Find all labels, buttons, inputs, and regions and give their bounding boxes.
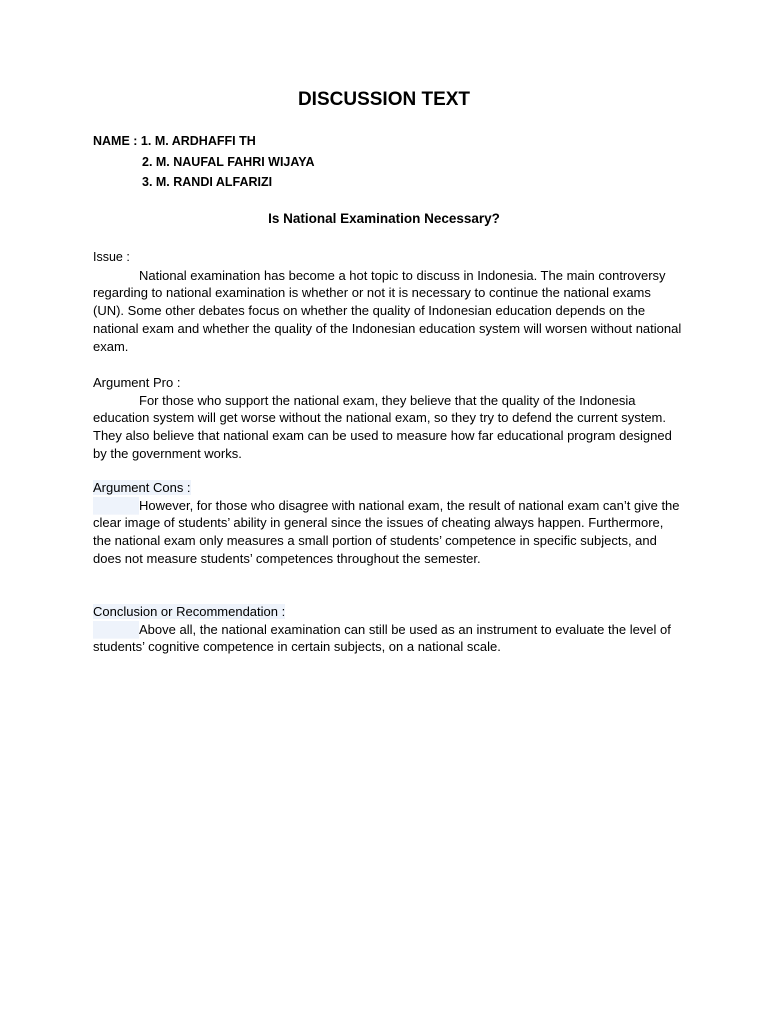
document-subtitle: Is National Examination Necessary?	[268, 211, 500, 226]
author-name-3: 3. M. RANDI ALFARIZI	[142, 175, 273, 189]
author-row-2	[93, 152, 315, 173]
section-argument-cons-label: Argument Cons :	[93, 480, 191, 495]
section-issue	[93, 249, 683, 355]
section-argument-pro-label: Argument Pro :	[93, 375, 181, 390]
names-prefix: NAME :	[93, 134, 141, 148]
section-conclusion-label: Conclusion or Recommendation :	[93, 604, 286, 619]
document-title: DISCUSSION TEXT	[297, 89, 471, 110]
author-name-2: 2. M. NAUFAL FAHRI WIJAYA	[142, 154, 315, 169]
section-argument-cons	[93, 479, 683, 568]
author-row-1	[93, 131, 315, 152]
author-row-3	[93, 172, 315, 193]
section-conclusion-label-wrap	[93, 603, 683, 621]
section-conclusion	[93, 603, 683, 656]
author-names	[93, 131, 315, 193]
section-issue-label: Issue :	[93, 250, 130, 264]
section-conclusion-body: Above all, the national examination can still be used as an instrument to evaluate the level of students’ cognitive competence in certain subjects, on a national scale.	[93, 621, 683, 656]
section-argument-cons-label-wrap	[93, 479, 683, 497]
author-name-1: 1. M. ARDHAFFI TH	[140, 134, 256, 148]
section-argument-cons-body: However, for those who disagree with national exam, the result of national exam can’t give the clear image of students’ ability in general since the issues of cheating always happen. Furthermore, the national exam only measures a small portion of students’ competence in specific subjects, and does not measure students’ competences throughout the semester.	[93, 497, 683, 568]
section-argument-pro	[93, 374, 683, 463]
section-argument-pro-body: For those who support the national exam, they believe that the quality of the Indonesia education system will get worse without the national exam, so they try to defend the current system. They also believe that national exam can be used to measure how far educational program designed by the government works.	[93, 392, 672, 461]
section-issue-body: National examination has become a hot topic to discuss in Indonesia. The main controversy regarding to national examination is whether or not it is necessary to continue the national exams (UN). Some other debates focus on whether the quality of Indonesian education depends on the national exam and whether the quality of the Indonesian education system will worsen without national exam.	[93, 267, 682, 354]
